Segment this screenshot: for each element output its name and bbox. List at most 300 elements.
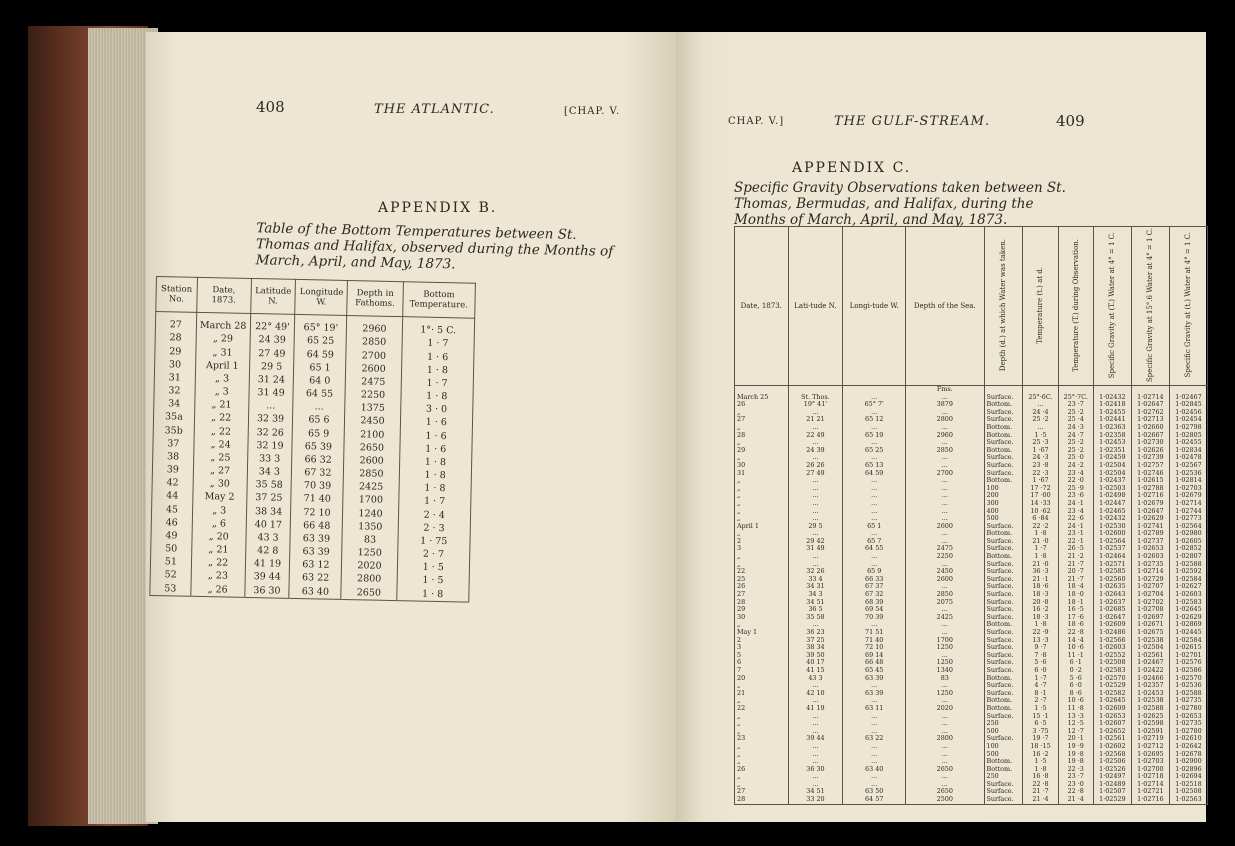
table-cell: „ 22 <box>194 411 248 425</box>
table-cell: „ <box>735 621 789 629</box>
table-cell: Surface. <box>984 788 1023 796</box>
table-cell: 1·02441 <box>1093 416 1131 424</box>
table-cell: Bottom. <box>984 697 1023 705</box>
table-cell: 1·02564 <box>1169 523 1207 531</box>
table-cell: 1·02757 <box>1131 462 1169 470</box>
table-cell: 27 <box>735 788 789 796</box>
table-cell: ... <box>788 530 843 538</box>
table-cell: 2600 <box>344 454 399 468</box>
table-cell: St. Thos. <box>788 394 843 402</box>
table-cell: ... <box>843 454 906 462</box>
table-cell: Surface. <box>984 690 1023 698</box>
table-cell: 2250 <box>906 553 984 561</box>
table-cell: 1·02721 <box>1131 788 1169 796</box>
table-cell: 24 39 <box>788 447 843 455</box>
table-cell: 33 3 <box>247 452 292 466</box>
table-cell: 1250 <box>906 690 984 698</box>
table-cell: 1·02504 <box>1131 644 1169 652</box>
table-cell: 65° 19' <box>295 314 348 335</box>
column-header: Latitude N. <box>250 278 295 314</box>
table-cell: ... <box>906 424 984 432</box>
column-header: Lati-tude N. <box>788 227 843 386</box>
table-cell: ... <box>843 781 906 789</box>
table-cell: ... <box>906 773 984 781</box>
table-cell: 16 ·8 <box>1023 773 1058 781</box>
table-cell: 18 ·0 <box>1058 591 1093 599</box>
table-cell: „ 24 <box>194 437 248 451</box>
table-cell: ... <box>906 492 984 500</box>
table-cell: 23 <box>735 735 789 743</box>
table-cell: 24 ·1 <box>1058 500 1093 508</box>
table-cell: 64 55 <box>293 387 345 401</box>
table-cell: 2250 <box>345 388 400 402</box>
table-cell: ... <box>788 561 843 569</box>
page-number: 409 <box>1056 112 1085 130</box>
table-cell: ... <box>1023 401 1058 409</box>
table-cell: 1375 <box>345 401 400 415</box>
table-cell: „ 23 <box>191 569 245 583</box>
table-cell: 3 <box>735 545 789 553</box>
table-cell: 1·02746 <box>1131 470 1169 478</box>
table-cell: 1·02478 <box>1169 454 1207 462</box>
column-header <box>1131 227 1169 386</box>
table-cell: 34 <box>154 397 195 411</box>
table-cell: 20 ·8 <box>1023 599 1058 607</box>
table-cell: Bottom. <box>984 447 1023 455</box>
table-cell: 41 19 <box>788 705 843 713</box>
table-cell: ... <box>293 400 345 414</box>
table-cell: ... <box>906 606 984 614</box>
table-cell: 1·02583 <box>1093 667 1131 675</box>
table-cell: 1·02568 <box>1093 751 1131 759</box>
table-cell: 21 ·0 <box>1023 561 1058 569</box>
table-cell: 68 39 <box>843 599 906 607</box>
table-cell: ... <box>906 508 984 516</box>
table-cell: „ <box>735 439 789 447</box>
table-cell: 1·02602 <box>1093 743 1131 751</box>
table-cell: 1·02714 <box>1131 568 1169 576</box>
table-cell: 22 ·2 <box>1023 523 1058 531</box>
table-cell: Surface. <box>984 652 1023 660</box>
table-cell: „ <box>735 500 789 508</box>
page-number: 408 <box>256 98 285 116</box>
table-cell: 38 <box>153 450 194 464</box>
table-cell: 20 ·1 <box>1058 735 1093 743</box>
table-cell: 1·02679 <box>1169 492 1207 500</box>
table-cell: 1·02453 <box>1131 690 1169 698</box>
table-cell: „ <box>735 773 789 781</box>
table-cell: 1·02504 <box>1093 462 1131 470</box>
table-cell: 6 ·84 <box>1023 515 1058 523</box>
table-cell: 19 ·7 <box>1023 735 1058 743</box>
table-cell: Surface. <box>984 644 1023 652</box>
table-cell: 1·02489 <box>1093 781 1131 789</box>
table-cell: 1·02584 <box>1169 576 1207 584</box>
table-cell: 1 · 75 <box>397 534 470 549</box>
table-cell: 8 ·6 <box>1058 690 1093 698</box>
table-cell: ... <box>843 561 906 569</box>
table-cell: 65 12 <box>843 416 906 424</box>
table-cell: 1·02538 <box>1131 697 1169 705</box>
table-cell: 1 · 8 <box>396 587 469 602</box>
table-cell: „ 20 <box>192 530 246 544</box>
table-cell: 36 23 <box>788 629 843 637</box>
table-cell: 24 ·3 <box>1058 424 1093 432</box>
table-cell: 2 · 3 <box>398 521 471 536</box>
table-cell: Surface. <box>984 599 1023 607</box>
chapter-ref: [CHAP. V. <box>564 106 621 117</box>
table-cell: 1·02652 <box>1093 728 1131 736</box>
table-cell: 66 32 <box>292 453 344 467</box>
table-cell: ... <box>843 508 906 516</box>
table-cell: „ 22 <box>191 556 245 570</box>
table-cell: Surface. <box>984 439 1023 447</box>
column-header: Date, 1873. <box>196 277 251 313</box>
table-cell: 31 <box>735 470 789 478</box>
table-cell: 23 ·4 <box>1058 470 1093 478</box>
table-cell: 1·02629 <box>1131 515 1169 523</box>
table-cell: 24 ·4 <box>1023 409 1058 417</box>
table-cell: 18 ·15 <box>1023 743 1058 751</box>
table-cell: ... <box>906 629 984 637</box>
table-cell: 1·02773 <box>1169 515 1207 523</box>
table-cell: ... <box>788 424 843 432</box>
table-cell: 1·02570 <box>1093 675 1131 683</box>
table-cell: 39 <box>152 463 193 477</box>
table-cell: 36 ·3 <box>1023 568 1058 576</box>
table-cell: „ <box>735 682 789 690</box>
table-cell: ... <box>906 652 984 660</box>
table-cell: Surface. <box>984 682 1023 690</box>
table-cell: Bottom. <box>984 675 1023 683</box>
table-cell: 35 58 <box>247 478 292 492</box>
table-cell: Bottom. <box>984 401 1023 409</box>
table-cell: 22 ·6 <box>1058 515 1093 523</box>
table-cell: 35b <box>153 423 194 437</box>
table-cell: 2960 <box>347 316 402 337</box>
column-header <box>1023 227 1058 386</box>
table-cell: ... <box>906 439 984 447</box>
table-cell: 1 · 8 <box>400 389 473 404</box>
table-cell: 1·02625 <box>1131 713 1169 721</box>
table-cell: 1·02586 <box>1169 667 1207 675</box>
table-cell: „ 30 <box>193 477 247 491</box>
table-cell: 41 15 <box>788 667 843 675</box>
table-cell: 1·02700 <box>1131 766 1169 774</box>
table-cell: ... <box>788 751 843 759</box>
table-cell: „ 21 <box>191 543 245 557</box>
column-header: Longi-tude W. <box>843 227 906 386</box>
table-cell: 21 ·4 <box>1058 796 1093 804</box>
table-cell: 1·02503 <box>1093 485 1131 493</box>
table-cell: 63 39 <box>843 690 906 698</box>
table-cell: 23 ·7 <box>1058 401 1093 409</box>
table-cell: 1 ·8 <box>1023 530 1058 538</box>
table-cell: Bottom. <box>984 424 1023 432</box>
table-cell: 37 25 <box>788 637 843 645</box>
column-header <box>1093 227 1131 386</box>
table-cell: 39 44 <box>788 735 843 743</box>
table-cell: 25 ·3 <box>1023 439 1058 447</box>
table-cell: 2 ·7 <box>1023 697 1058 705</box>
table-cell: 2850 <box>344 467 399 481</box>
table-cell: ... <box>843 485 906 493</box>
column-header: Date, 1873. <box>735 227 789 386</box>
table-cell: 1 · 7 <box>402 336 475 351</box>
table-cell: 2800 <box>906 416 984 424</box>
table-cell: 29 <box>735 447 789 455</box>
table-cell: 64 0 <box>294 374 346 388</box>
table-cell: 30 <box>155 358 196 372</box>
table-cell: 2 · 7 <box>397 547 470 562</box>
table-cell: 65 25 <box>843 447 906 455</box>
table-cell: 1·02610 <box>1169 735 1207 743</box>
table-cell: 20 ·7 <box>1058 568 1093 576</box>
table-caption: Table of the Bottom Temperatures between St. Thomas and Halifax, observed during the Months of March, April, and May, 1873. <box>255 220 614 273</box>
table-cell: ... <box>906 477 984 485</box>
table-cell: ... <box>906 720 984 728</box>
table-cell: 1·02762 <box>1131 409 1169 417</box>
table-cell: 500 <box>984 728 1023 736</box>
table-cell: Bottom. <box>984 621 1023 629</box>
table-cell: 22 ·1 <box>1058 538 1093 546</box>
table-cell: 100 <box>984 743 1023 751</box>
table-cell: ... <box>906 561 984 569</box>
table-cell: „ <box>735 697 789 705</box>
table-cell: ... <box>788 713 843 721</box>
table-cell: 22 ·3 <box>1058 766 1093 774</box>
table-cell: 71 40 <box>291 492 343 506</box>
table-cell: 1·02486 <box>1093 629 1131 637</box>
table-cell: 1·02537 <box>1093 545 1131 553</box>
table-cell: 16 ·2 <box>1023 751 1058 759</box>
table-cell: 23 ·6 <box>1058 492 1093 500</box>
column-header-text: Depth (d.) at which Water was taken. <box>999 238 1008 372</box>
running-head: THE ATLANTIC. <box>374 102 495 117</box>
table-cell: 1 ·5 <box>1023 705 1058 713</box>
table-cell: 22 <box>735 705 789 713</box>
table-cell: 50 <box>151 542 192 556</box>
table-cell: 1250 <box>906 659 984 667</box>
table-cell: 1·02714 <box>1131 781 1169 789</box>
table-cell: Surface. <box>984 735 1023 743</box>
table-cell: Bottom. <box>984 553 1023 561</box>
table-cell: 31 49 <box>249 386 294 400</box>
table-cell: 1·02561 <box>1093 735 1131 743</box>
table-cell: 25 ·2 <box>1023 416 1058 424</box>
table-cell: ... <box>788 409 843 417</box>
table-cell: 1·02716 <box>1131 796 1169 804</box>
table-cell: ... <box>843 530 906 538</box>
table-cell: Surface. <box>984 454 1023 462</box>
table-cell: 32 26 <box>248 425 293 439</box>
table-cell: 12 ·7 <box>1058 728 1093 736</box>
table-cell: 1 · 8 <box>399 481 472 496</box>
table-cell: 17 ·72 <box>1023 485 1058 493</box>
table-cell: 2500 <box>906 796 984 804</box>
table-cell: Surface. <box>984 606 1023 614</box>
table-cell: ... <box>843 515 906 523</box>
table-cell: 1·02529 <box>1093 682 1131 690</box>
table-cell: 21 ·7 <box>1058 576 1093 584</box>
table-cell: 30 <box>735 614 789 622</box>
table-cell: 1340 <box>906 667 984 675</box>
table-cell: 1·02678 <box>1169 751 1207 759</box>
table-cell: 70 39 <box>291 479 343 493</box>
table-cell: 1 · 8 <box>399 468 472 483</box>
table-cell: Fms. <box>906 386 984 394</box>
table-cell: 1·02807 <box>1169 553 1207 561</box>
table-cell: 1·02467 <box>1169 394 1207 402</box>
table-cell: 1·02643 <box>1093 591 1131 599</box>
table-cell: 5 ·6 <box>1058 675 1093 683</box>
table-cell: ... <box>906 751 984 759</box>
table-cell: 36 5 <box>788 606 843 614</box>
table-cell: 3 <box>735 644 789 652</box>
table-cell: 1·02739 <box>1131 454 1169 462</box>
table-cell: ... <box>906 462 984 470</box>
table-cell: 25 ·9 <box>1058 485 1093 493</box>
table-cell: 0 ·2 <box>1058 667 1093 675</box>
table-cell: ... <box>843 621 906 629</box>
table-cell: 65 13 <box>843 462 906 470</box>
table-cell: „ 22 <box>194 424 248 438</box>
table-cell: 22 ·8 <box>1058 788 1093 796</box>
table-cell: 1·02637 <box>1093 599 1131 607</box>
table-cell: 5 ·6 <box>1023 659 1058 667</box>
table-cell: 1·02437 <box>1093 477 1131 485</box>
table-cell: ... <box>843 682 906 690</box>
table-cell: 1·02744 <box>1169 508 1207 516</box>
table-cell: ... <box>843 773 906 781</box>
table-cell: 63 22 <box>843 735 906 743</box>
table-cell: 65 7 <box>843 538 906 546</box>
table-cell: 32 19 <box>247 439 292 453</box>
table-cell: 65 19 <box>843 432 906 440</box>
table-cell: 1·02459 <box>1093 454 1131 462</box>
table-cell: 17 ·00 <box>1023 492 1058 500</box>
table-cell: 1·02660 <box>1131 424 1169 432</box>
table-cell: 70 39 <box>843 614 906 622</box>
table-cell: 1 ·8 <box>1023 621 1058 629</box>
table-cell: 1·02679 <box>1131 500 1169 508</box>
table-cell: 100 <box>984 485 1023 493</box>
table-cell: 1·02719 <box>1131 735 1169 743</box>
table-cell: 2850 <box>347 335 402 349</box>
table-cell: Bottom. <box>984 758 1023 766</box>
table-cell: 22 ·8 <box>1058 629 1093 637</box>
table-cell: 65 39 <box>292 440 344 454</box>
column-header: Longitude W. <box>295 279 348 315</box>
table-cell: 4 ·7 <box>1023 682 1058 690</box>
table-cell: 25°·6C. <box>1023 394 1058 402</box>
table-cell: 25 ·0 <box>1058 454 1093 462</box>
table-cell: 3 ·75 <box>1023 728 1058 736</box>
table-cell: 1·02730 <box>1131 439 1169 447</box>
table-cell: 1·02454 <box>1169 416 1207 424</box>
table-cell: Surface. <box>984 523 1023 531</box>
table-cell: 1 ·7 <box>1023 545 1058 553</box>
table-cell: 1·02582 <box>1093 690 1131 698</box>
table-cell: Bottom. <box>984 477 1023 485</box>
table-cell: 2850 <box>906 591 984 599</box>
table-cell: ... <box>906 409 984 417</box>
table-cell: 2100 <box>345 427 400 441</box>
table-cell: 19 ·9 <box>1058 743 1093 751</box>
table-cell: „ <box>735 720 789 728</box>
table-cell: Bottom. <box>984 766 1023 774</box>
table-cell: „ 3 <box>195 372 249 386</box>
table-cell: 2700 <box>906 470 984 478</box>
table-cell: ... <box>788 773 843 781</box>
table-cell: 29 <box>735 606 789 614</box>
table-cell: 1 ·67 <box>1023 477 1058 485</box>
table-cell: 1·02363 <box>1093 424 1131 432</box>
column-header: Depth in Fathoms. <box>347 281 403 317</box>
table-cell: Surface. <box>984 409 1023 417</box>
table-cell: 43 3 <box>246 531 291 545</box>
table-cell: ... <box>788 553 843 561</box>
table-cell: ... <box>788 781 843 789</box>
table-cell: 1 · 6 <box>400 415 473 430</box>
table-cell: 1·02418 <box>1093 401 1131 409</box>
table-cell: 1·02694 <box>1169 773 1207 781</box>
table-cell: 63 40 <box>289 584 341 599</box>
table-cell: 1·02536 <box>1169 682 1207 690</box>
table-cell: 1·02703 <box>1131 758 1169 766</box>
table-cell: Surface. <box>984 583 1023 591</box>
table-cell: 63 11 <box>843 705 906 713</box>
table-cell: 31 24 <box>249 373 294 387</box>
table-cell: 2075 <box>906 599 984 607</box>
appendix-title: APPENDIX B. <box>378 200 498 216</box>
table-cell: 18 ·3 <box>1023 591 1058 599</box>
table-cell: 18 ·6 <box>1058 621 1093 629</box>
table-cell: 46 <box>151 516 192 530</box>
table-cell: ... <box>906 394 984 402</box>
table-cell: „ <box>735 454 789 462</box>
table-cell: 1·02900 <box>1169 758 1207 766</box>
table-cell: 1·02805 <box>1169 432 1207 440</box>
table-cell: „ <box>735 409 789 417</box>
table-cell: 64 59 <box>843 470 906 478</box>
table-cell: 1·02629 <box>1169 614 1207 622</box>
table-cell: 300 <box>984 500 1023 508</box>
table-cell: 63 39 <box>290 545 342 559</box>
table-cell: 27 <box>155 312 196 333</box>
table-cell: 1·02447 <box>1093 500 1131 508</box>
table-cell: 1·02467 <box>1131 659 1169 667</box>
table-cell: 1 · 6 <box>399 442 472 457</box>
specific-gravity-table <box>734 226 1208 805</box>
table-cell: 1·02980 <box>1169 530 1207 538</box>
table-cell: 1°· 5 C. <box>402 317 475 338</box>
table-cell: 38 34 <box>788 644 843 652</box>
table-cell: 24 ·7 <box>1058 432 1093 440</box>
table-cell: 18 ·1 <box>1058 599 1093 607</box>
table-cell: 2475 <box>906 545 984 553</box>
table-cell: 27 <box>735 591 789 599</box>
table-cell: 18 ·4 <box>1058 583 1093 591</box>
table-cell: Bottom. <box>984 432 1023 440</box>
table-cell: 1250 <box>906 644 984 652</box>
table-cell: 1·02647 <box>1131 401 1169 409</box>
table-cell: 1·02780 <box>1169 728 1207 736</box>
table-cell: ... <box>843 713 906 721</box>
table-cell: 2450 <box>906 568 984 576</box>
table-cell: 45 <box>151 502 192 516</box>
table-cell: 250 <box>984 773 1023 781</box>
